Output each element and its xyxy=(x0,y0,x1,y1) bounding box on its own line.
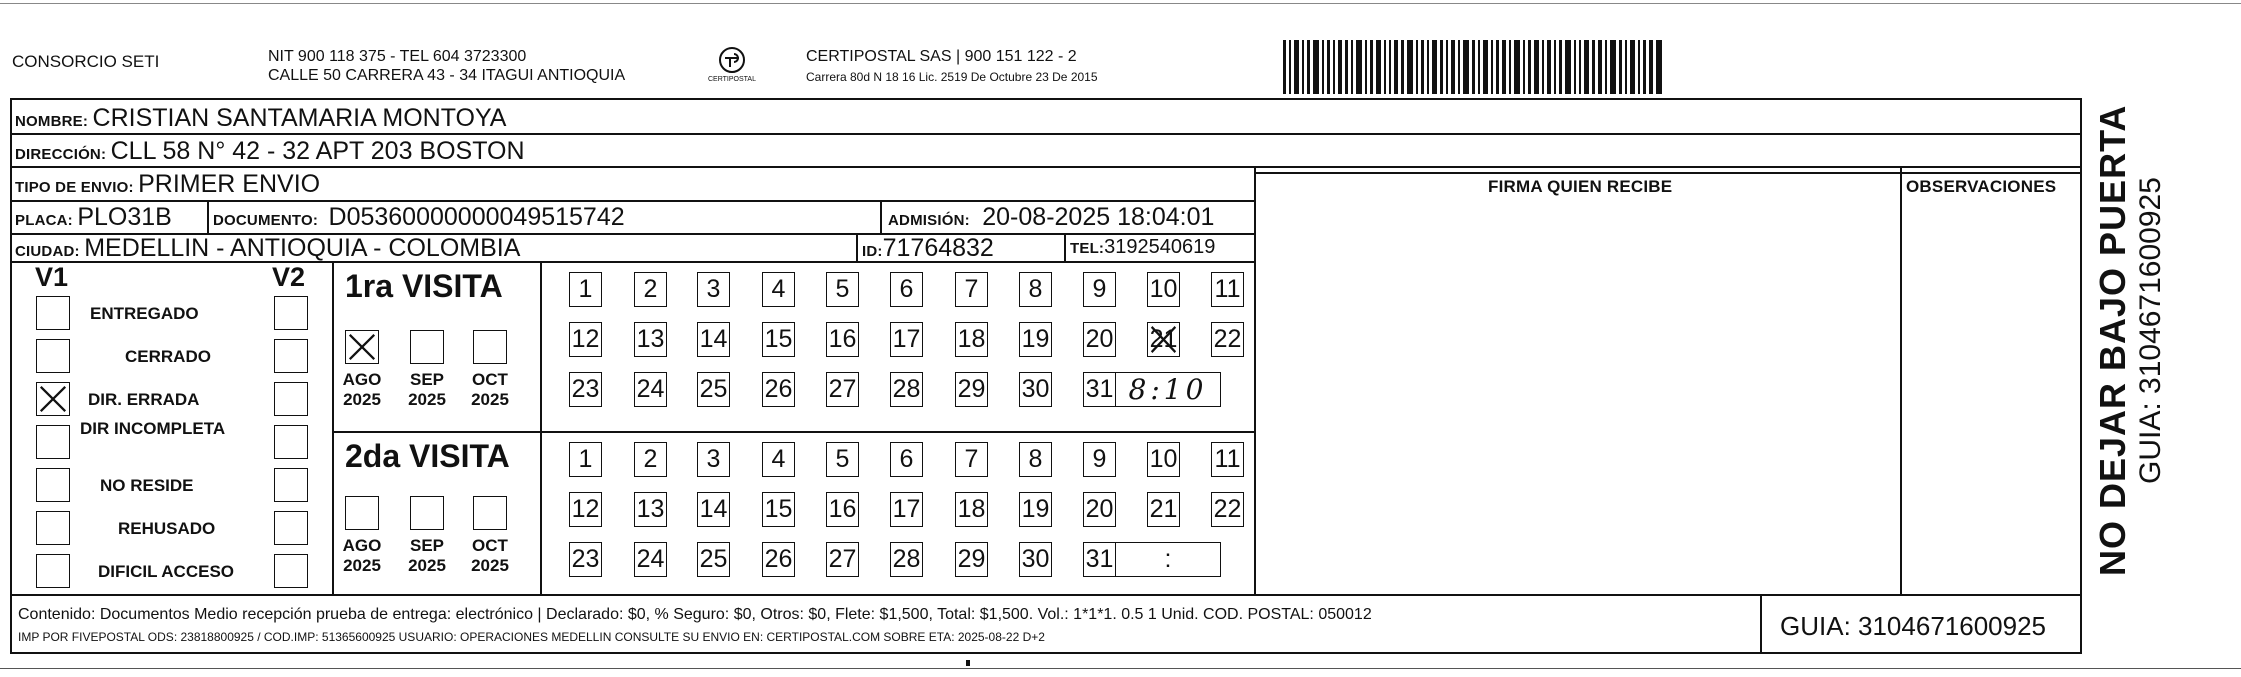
day-number: 31 xyxy=(1085,545,1114,573)
day-number: 14 xyxy=(699,325,728,353)
reason-label: ENTREGADO xyxy=(90,304,199,323)
month-label: SEP 2025 xyxy=(408,370,446,409)
barcode-bar xyxy=(1365,40,1367,94)
day-box[interactable] xyxy=(826,492,859,527)
barcode-bar xyxy=(1322,40,1324,94)
day-box[interactable] xyxy=(955,492,988,527)
day-mark xyxy=(1148,323,1179,356)
barcode-bar xyxy=(1514,40,1520,94)
tipo-label: TIPO DE ENVIO: xyxy=(15,179,134,196)
id-row xyxy=(862,234,994,263)
day-box[interactable] xyxy=(1083,542,1116,577)
month-label: OCT 2025 xyxy=(471,536,509,575)
admision-label: ADMISIÓN: xyxy=(888,212,970,229)
day-number: 12 xyxy=(571,495,600,523)
day-number: 22 xyxy=(1213,325,1242,353)
direccion-value: CLL 58 N° 42 - 32 APT 203 BOSTON xyxy=(110,137,525,165)
day-box[interactable] xyxy=(1147,442,1180,477)
barcode-bar xyxy=(1649,40,1653,94)
day-box[interactable] xyxy=(762,492,795,527)
day-box[interactable] xyxy=(1083,372,1116,407)
day-box[interactable] xyxy=(634,372,667,407)
day-box[interactable] xyxy=(890,492,923,527)
day-box[interactable] xyxy=(634,322,667,357)
barcode-bar xyxy=(1605,40,1607,94)
day-number: 8 xyxy=(1028,275,1043,303)
v2-checkbox[interactable] xyxy=(274,468,308,502)
day-number: 20 xyxy=(1085,495,1114,523)
day-box[interactable] xyxy=(1083,442,1116,477)
day-box[interactable] xyxy=(955,272,988,307)
barcode-bar xyxy=(1289,40,1291,94)
barcode-bar xyxy=(1610,40,1616,94)
direccion-row xyxy=(15,137,525,166)
certipostal-line: CERTIPOSTAL SAS | 900 151 122 - 2 xyxy=(806,48,1077,65)
barcode-bar xyxy=(1384,40,1386,94)
day-number: 28 xyxy=(892,375,921,403)
day-number: 27 xyxy=(828,545,857,573)
barcode-bar xyxy=(1421,40,1424,94)
barcode-bar xyxy=(1643,40,1646,94)
barcode-bar xyxy=(1565,40,1571,94)
barcode-bar xyxy=(1472,40,1475,94)
barcode-bar xyxy=(1440,40,1443,94)
v1-checkbox[interactable] xyxy=(36,382,70,416)
month-checkbox[interactable] xyxy=(473,330,507,364)
visit-time-box[interactable]: 8:10 xyxy=(1115,372,1221,407)
barcode-bar xyxy=(1351,40,1353,94)
company-name: CONSORCIO SETI xyxy=(12,52,160,71)
day-number: 3 xyxy=(706,445,721,473)
day-number: 15 xyxy=(764,325,793,353)
v2-checkbox[interactable] xyxy=(274,425,308,459)
id-value: 71764832 xyxy=(882,234,994,262)
month-label: OCT 2025 xyxy=(471,370,509,409)
v2-checkbox[interactable] xyxy=(274,511,308,545)
side-guia: GUIA: 3104671600925 xyxy=(2134,177,2167,484)
observaciones-label: OBSERVACIONES xyxy=(1906,177,2057,196)
day-number: 8 xyxy=(1028,445,1043,473)
reason-label: CERRADO xyxy=(125,347,211,366)
documento-row xyxy=(213,203,625,232)
ciudad-value: MEDELLIN - ANTIOQUIA - COLOMBIA xyxy=(84,234,521,262)
day-box[interactable] xyxy=(1083,272,1116,307)
day-number: 11 xyxy=(1214,445,1241,473)
day-number: 18 xyxy=(957,495,986,523)
day-number: 19 xyxy=(1021,495,1050,523)
barcode-bar xyxy=(1574,40,1576,94)
license-line: Carrera 80d N 18 16 Lic. 2519 De Octubre 23 De 2015 xyxy=(806,70,1098,84)
day-box[interactable] xyxy=(1211,492,1244,527)
day-box[interactable] xyxy=(1211,322,1244,357)
barcode-bar xyxy=(1416,40,1418,94)
tel-label: TEL: xyxy=(1070,240,1105,257)
day-box[interactable] xyxy=(762,272,795,307)
day-box[interactable] xyxy=(890,372,923,407)
reason-label: REHUSADO xyxy=(118,519,216,538)
day-box[interactable] xyxy=(955,372,988,407)
day-number: 21 xyxy=(1149,495,1178,523)
day-number: 4 xyxy=(771,275,786,303)
barcode-bar xyxy=(1496,40,1499,94)
day-box[interactable] xyxy=(890,272,923,307)
day-box[interactable] xyxy=(955,542,988,577)
day-number: 16 xyxy=(828,325,857,353)
day-box[interactable] xyxy=(762,542,795,577)
v1-checkbox[interactable] xyxy=(36,511,70,545)
v1-checkbox[interactable] xyxy=(36,339,70,373)
nombre-label: NOMBRE: xyxy=(15,113,89,130)
v1-label: V1 xyxy=(35,262,69,292)
tipo-value: PRIMER ENVIO xyxy=(138,170,321,198)
month-checkbox[interactable] xyxy=(410,496,444,530)
day-box[interactable] xyxy=(1083,492,1116,527)
day-number: 26 xyxy=(764,375,793,403)
v2-checkbox[interactable] xyxy=(274,554,308,588)
month-checkbox[interactable] xyxy=(410,330,444,364)
day-number: 23 xyxy=(571,545,600,573)
barcode-bar xyxy=(1592,40,1595,94)
day-number: 30 xyxy=(1021,375,1050,403)
barcode-bar xyxy=(1547,40,1551,94)
day-number: 6 xyxy=(899,445,914,473)
day-number: 3 xyxy=(706,275,721,303)
month-checkbox[interactable] xyxy=(473,496,507,530)
contenido-line: Contenido: Documentos Medio recepción prueba de entrega: electrónico | Declarado: $0, % Seguro: $0, Otros: $0, Flete: $1,500, Total: $1,500. Vol.: 1*1*1. 0.5 1 Unid. COD. POSTAL: 050012 xyxy=(18,606,1372,623)
day-box[interactable] xyxy=(1019,372,1052,407)
day-box[interactable] xyxy=(1019,272,1052,307)
day-number: 29 xyxy=(957,545,986,573)
day-number: 26 xyxy=(764,545,793,573)
barcode-bar xyxy=(1542,40,1544,94)
day-number: 25 xyxy=(699,375,728,403)
day-number: 21 xyxy=(1149,325,1178,353)
barcode-bar xyxy=(1656,40,1662,94)
day-number: 28 xyxy=(892,545,921,573)
barcode-bar xyxy=(1523,40,1525,94)
month-label: SEP 2025 xyxy=(408,536,446,575)
day-box[interactable] xyxy=(697,372,730,407)
barcode-bar xyxy=(1528,40,1531,94)
v1-checkbox[interactable] xyxy=(36,468,70,502)
barcode-bar xyxy=(1509,40,1511,94)
day-number: 24 xyxy=(636,375,665,403)
day-box[interactable] xyxy=(826,322,859,357)
firma-label: FIRMA QUIEN RECIBE xyxy=(1488,177,1673,196)
tel-row xyxy=(1070,236,1215,259)
bottom-tick xyxy=(966,660,970,666)
ciudad-label: CIUDAD: xyxy=(15,243,80,260)
barcode-bar xyxy=(1598,40,1602,94)
nombre-value: CRISTIAN SANTAMARIA MONTOYA xyxy=(92,104,507,132)
day-number: 6 xyxy=(899,275,914,303)
v1-checkbox[interactable] xyxy=(36,425,70,459)
barcode-bar xyxy=(1401,40,1404,94)
v2-checkbox[interactable] xyxy=(274,382,308,416)
barcode-bar xyxy=(1478,40,1480,94)
month-label: AGO 2025 xyxy=(342,370,382,409)
day-box[interactable] xyxy=(569,372,602,407)
tipo-row xyxy=(15,170,320,199)
visit-time-box[interactable]: : xyxy=(1115,542,1221,577)
day-number: 14 xyxy=(699,495,728,523)
barcode-bar xyxy=(1534,40,1539,94)
day-number: 27 xyxy=(828,375,857,403)
admision-row xyxy=(888,203,1214,232)
barcode-bar xyxy=(1483,40,1488,94)
day-box[interactable] xyxy=(955,442,988,477)
day-box[interactable] xyxy=(634,542,667,577)
barcode-bar xyxy=(1313,40,1319,94)
day-number: 17 xyxy=(892,325,921,353)
barcode-bar xyxy=(1502,40,1506,94)
day-number: 18 xyxy=(957,325,986,353)
day-number: 12 xyxy=(571,325,600,353)
barcode-bar xyxy=(1356,40,1362,94)
second-visit-title: 2da VISITA xyxy=(345,438,510,474)
reason-label: DIR. ERRADA xyxy=(88,390,200,409)
day-number: 13 xyxy=(636,495,665,523)
day-number: 15 xyxy=(764,495,793,523)
day-number: 10 xyxy=(1149,275,1178,303)
day-number: 31 xyxy=(1085,375,1114,403)
no-dejar-warning: NO DEJAR BAJO PUERTA xyxy=(2092,104,2133,576)
reason-label: NO RESIDE xyxy=(100,476,194,495)
footer-guia: GUIA: 3104671600925 xyxy=(1780,611,2046,641)
day-box[interactable] xyxy=(569,442,602,477)
logo-text: CERTIPOSTAL xyxy=(708,76,756,83)
barcode-bar xyxy=(1376,40,1381,94)
day-number: 20 xyxy=(1085,325,1114,353)
nombre-row xyxy=(15,104,506,133)
day-box[interactable] xyxy=(697,492,730,527)
nit-line: NIT 900 118 375 - TEL 604 3723300 xyxy=(268,48,527,65)
day-box[interactable] xyxy=(1211,272,1244,307)
day-box[interactable] xyxy=(1147,322,1180,357)
day-box[interactable] xyxy=(1147,272,1180,307)
id-label: ID: xyxy=(862,243,883,260)
v1-checkbox[interactable] xyxy=(36,554,70,588)
barcode-bar xyxy=(1432,40,1437,94)
address-line: CALLE 50 CARRERA 43 - 34 ITAGUI ANTIOQUIA xyxy=(268,67,626,84)
day-box[interactable] xyxy=(697,542,730,577)
day-box[interactable] xyxy=(634,272,667,307)
barcode-bar xyxy=(1630,40,1635,94)
day-box[interactable] xyxy=(826,372,859,407)
day-box[interactable] xyxy=(569,272,602,307)
day-box[interactable] xyxy=(634,492,667,527)
barcode-bar xyxy=(1638,40,1640,94)
day-number: 5 xyxy=(835,275,850,303)
day-box[interactable] xyxy=(1211,442,1244,477)
barcode-bar xyxy=(1559,40,1562,94)
admision-value: 20-08-2025 18:04:01 xyxy=(982,203,1215,231)
day-number: 22 xyxy=(1213,495,1242,523)
placa-row xyxy=(15,203,172,232)
reason-label: DIFICIL ACCESO xyxy=(98,562,235,581)
day-box[interactable] xyxy=(569,492,602,527)
day-number: 25 xyxy=(699,545,728,573)
barcode-bar xyxy=(1458,40,1460,94)
barcode-bar xyxy=(1579,40,1581,94)
day-number: 29 xyxy=(957,375,986,403)
day-box[interactable] xyxy=(697,442,730,477)
barcode-bar xyxy=(1283,40,1286,94)
day-box[interactable] xyxy=(1019,322,1052,357)
day-number: 13 xyxy=(636,325,665,353)
barcode-bar xyxy=(1463,40,1469,94)
day-number: 16 xyxy=(828,495,857,523)
v2-checkbox[interactable] xyxy=(274,296,308,330)
barcode-bar xyxy=(1389,40,1391,94)
barcode-bar xyxy=(1491,40,1493,94)
barcode-bar xyxy=(1327,40,1330,94)
documento-label: DOCUMENTO: xyxy=(213,212,319,229)
day-box[interactable] xyxy=(890,542,923,577)
barcode-bar xyxy=(1333,40,1335,94)
day-number: 19 xyxy=(1021,325,1050,353)
barcode-bar xyxy=(1370,40,1373,94)
day-box[interactable] xyxy=(1083,322,1116,357)
day-number: 2 xyxy=(643,445,658,473)
day-number: 7 xyxy=(964,275,979,303)
tel-value: 3192540619 xyxy=(1104,236,1216,258)
barcode-bar xyxy=(1619,40,1622,94)
day-number: 17 xyxy=(892,495,921,523)
day-box[interactable] xyxy=(697,272,730,307)
v1-checkbox[interactable] xyxy=(36,296,70,330)
day-number: 5 xyxy=(835,445,850,473)
day-box[interactable] xyxy=(762,442,795,477)
day-number: 1 xyxy=(578,275,593,303)
day-box[interactable] xyxy=(955,322,988,357)
barcode-bar xyxy=(1554,40,1556,94)
day-box[interactable] xyxy=(826,542,859,577)
day-number: 4 xyxy=(771,445,786,473)
day-box[interactable] xyxy=(1019,542,1052,577)
day-box[interactable] xyxy=(634,442,667,477)
reason-label: DIR INCOMPLETA xyxy=(80,419,226,438)
month-checkbox[interactable] xyxy=(345,330,379,364)
barcode xyxy=(1283,40,1665,94)
day-number: 10 xyxy=(1149,445,1178,473)
first-visit-title: 1ra VISITA xyxy=(345,268,503,304)
barcode-bar xyxy=(1294,40,1299,94)
day-number: 2 xyxy=(643,275,658,303)
direccion-label: DIRECCIÓN: xyxy=(15,146,107,163)
day-box[interactable] xyxy=(569,322,602,357)
v2-checkbox[interactable] xyxy=(274,339,308,373)
barcode-bar xyxy=(1427,40,1429,94)
day-number: 24 xyxy=(636,545,665,573)
certipostal-logo xyxy=(706,44,766,90)
month-label: AGO 2025 xyxy=(342,536,382,575)
v2-label: V2 xyxy=(272,262,306,292)
barcode-bar xyxy=(1451,40,1455,94)
day-box[interactable] xyxy=(1019,492,1052,527)
barcode-bar xyxy=(1394,40,1398,94)
ciudad-row xyxy=(15,234,520,263)
day-number: 9 xyxy=(1092,445,1107,473)
barcode-bar xyxy=(1625,40,1627,94)
day-box[interactable] xyxy=(1147,492,1180,527)
imp-line: IMP POR FIVEPOSTAL ODS: 23818800925 / COD.IMP: 51365600925 USUARIO: OPERACIONES MEDELLIN CONSULTE SU ENVIO EN: CERTIPOSTAL.COM SOBRE ETA: 2025-08-22 D+2 xyxy=(18,630,1045,644)
placa-value: PLO31B xyxy=(77,203,172,231)
day-box[interactable] xyxy=(1019,442,1052,477)
day-number: 9 xyxy=(1092,275,1107,303)
barcode-bar xyxy=(1345,40,1348,94)
barcode-bar xyxy=(1407,40,1413,94)
day-number: 1 xyxy=(578,445,593,473)
barcode-bar xyxy=(1302,40,1304,94)
day-box[interactable] xyxy=(826,442,859,477)
day-box[interactable] xyxy=(697,322,730,357)
barcode-bar xyxy=(1338,40,1342,94)
day-number: 7 xyxy=(964,445,979,473)
barcode-bar xyxy=(1307,40,1310,94)
placa-label: PLACA: xyxy=(15,212,73,229)
documento-value: D05360000000049515742 xyxy=(328,203,625,231)
barcode-bar xyxy=(1584,40,1589,94)
day-box[interactable] xyxy=(826,272,859,307)
day-box[interactable] xyxy=(762,372,795,407)
day-number: 11 xyxy=(1214,275,1241,303)
day-box[interactable] xyxy=(762,322,795,357)
barcode-bar xyxy=(1446,40,1448,94)
day-box[interactable] xyxy=(890,322,923,357)
day-box[interactable] xyxy=(569,542,602,577)
day-box[interactable] xyxy=(890,442,923,477)
day-number: 30 xyxy=(1021,545,1050,573)
month-checkbox[interactable] xyxy=(345,496,379,530)
day-number: 23 xyxy=(571,375,600,403)
